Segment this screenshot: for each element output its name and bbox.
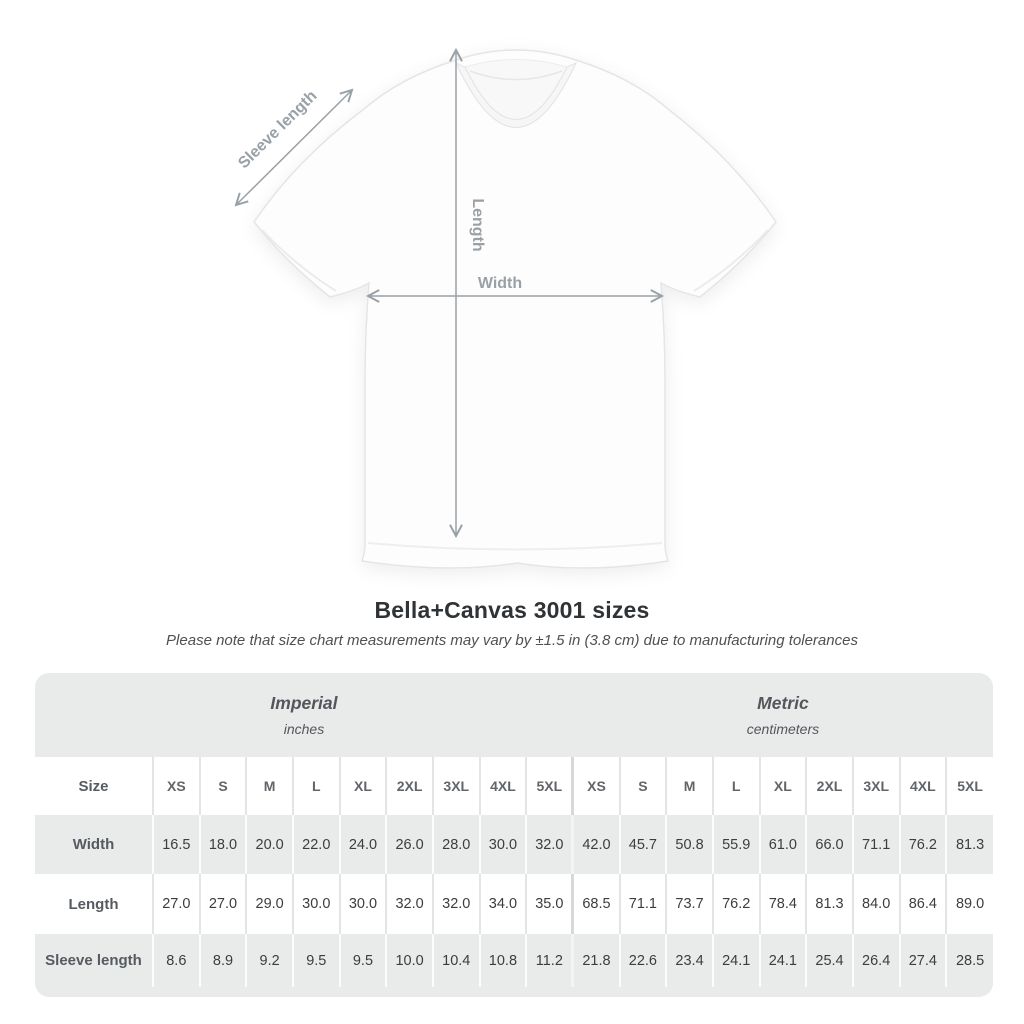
size-value-cell: 28.0 <box>433 815 480 874</box>
size-value-cell: 76.2 <box>713 874 760 934</box>
size-value-cell: 27.0 <box>200 874 247 934</box>
size-value-cell: 28.5 <box>946 934 993 987</box>
size-value-cell: 20.0 <box>246 815 293 874</box>
page-title: Bella+Canvas 3001 sizes <box>374 597 650 623</box>
size-col-header: 4XL <box>480 757 527 815</box>
size-value-cell: 27.4 <box>900 934 947 987</box>
size-col-header: L <box>713 757 760 815</box>
size-value-cell: 8.9 <box>200 934 247 987</box>
size-col-header: 3XL <box>433 757 480 815</box>
row-label-width: Width <box>35 815 153 874</box>
size-value-cell: 30.0 <box>293 874 340 934</box>
row-label-length: Length <box>35 874 153 934</box>
imperial-label: Imperial <box>270 693 338 713</box>
size-value-cell: 86.4 <box>900 874 947 934</box>
size-header-row <box>35 757 993 815</box>
size-value-cell: 89.0 <box>946 874 993 934</box>
size-value-cell: 66.0 <box>806 815 853 874</box>
size-value-cell: 50.8 <box>666 815 713 874</box>
size-value-cell: 8.6 <box>153 934 200 987</box>
size-value-cell: 23.4 <box>666 934 713 987</box>
size-value-cell: 32.0 <box>433 874 480 934</box>
row-label-sleeve-length: Sleeve length <box>35 934 153 987</box>
size-value-cell: 24.1 <box>713 934 760 987</box>
size-col-header: 2XL <box>386 757 433 815</box>
size-col-header: S <box>200 757 247 815</box>
size-col-header: 5XL <box>526 757 573 815</box>
size-value-cell: 71.1 <box>853 815 900 874</box>
size-col-header: XS <box>573 757 620 815</box>
size-value-cell: 81.3 <box>806 874 853 934</box>
size-value-cell: 68.5 <box>573 874 620 934</box>
size-col-header: XL <box>340 757 387 815</box>
size-col-header: XL <box>760 757 807 815</box>
size-value-cell: 32.0 <box>526 815 573 874</box>
size-value-cell: 32.0 <box>386 874 433 934</box>
size-value-cell: 10.0 <box>386 934 433 987</box>
metric-unit: centimeters <box>746 721 820 737</box>
size-value-cell: 25.4 <box>806 934 853 987</box>
size-col-header: 2XL <box>806 757 853 815</box>
size-value-cell: 22.6 <box>620 934 667 987</box>
width-row <box>35 815 993 874</box>
sleeve-length-row <box>35 934 993 987</box>
size-table <box>35 673 993 987</box>
size-value-cell: 26.4 <box>853 934 900 987</box>
length-label: Length <box>469 198 486 252</box>
size-value-cell: 27.0 <box>153 874 200 934</box>
size-value-cell: 9.2 <box>246 934 293 987</box>
size-value-cell: 34.0 <box>480 874 527 934</box>
size-value-cell: 26.0 <box>386 815 433 874</box>
tshirt-illustration <box>254 50 776 568</box>
unit-group-header-row <box>35 673 993 757</box>
size-value-cell: 78.4 <box>760 874 807 934</box>
metric-group-header <box>573 673 993 757</box>
size-value-cell: 9.5 <box>340 934 387 987</box>
sleeve-length-label: Sleeve length <box>235 87 321 173</box>
size-col-header: 3XL <box>853 757 900 815</box>
size-value-cell: 29.0 <box>246 874 293 934</box>
imperial-group-header <box>35 673 573 757</box>
width-label: Width <box>477 275 523 292</box>
size-col-header: 5XL <box>946 757 993 815</box>
size-col-header: L <box>293 757 340 815</box>
size-value-cell: 81.3 <box>946 815 993 874</box>
size-value-cell: 84.0 <box>853 874 900 934</box>
size-value-cell: 21.8 <box>573 934 620 987</box>
size-header-label: Size <box>35 757 153 815</box>
size-value-cell: 18.0 <box>200 815 247 874</box>
size-value-cell: 30.0 <box>480 815 527 874</box>
size-value-cell: 45.7 <box>620 815 667 874</box>
size-value-cell: 10.8 <box>480 934 527 987</box>
size-value-cell: 16.5 <box>153 815 200 874</box>
metric-label: Metric <box>757 693 809 713</box>
imperial-unit: inches <box>283 721 325 737</box>
size-col-header: S <box>620 757 667 815</box>
size-value-cell: 42.0 <box>573 815 620 874</box>
size-col-header: XS <box>153 757 200 815</box>
size-value-cell: 35.0 <box>526 874 573 934</box>
size-value-cell: 24.1 <box>760 934 807 987</box>
size-col-header: M <box>246 757 293 815</box>
size-value-cell: 24.0 <box>340 815 387 874</box>
size-value-cell: 61.0 <box>760 815 807 874</box>
size-value-cell: 71.1 <box>620 874 667 934</box>
size-value-cell: 22.0 <box>293 815 340 874</box>
size-col-header: M <box>666 757 713 815</box>
tolerance-note: Please note that size chart measurements may vary by ±1.5 in (3.8 cm) due to manufacturing tolerances <box>166 632 858 649</box>
size-value-cell: 76.2 <box>900 815 947 874</box>
size-value-cell: 30.0 <box>340 874 387 934</box>
size-value-cell: 55.9 <box>713 815 760 874</box>
size-value-cell: 73.7 <box>666 874 713 934</box>
size-table-card <box>35 673 993 997</box>
size-value-cell: 10.4 <box>433 934 480 987</box>
size-col-header: 4XL <box>900 757 947 815</box>
length-row <box>35 874 993 934</box>
size-value-cell: 9.5 <box>293 934 340 987</box>
size-value-cell: 11.2 <box>526 934 573 987</box>
